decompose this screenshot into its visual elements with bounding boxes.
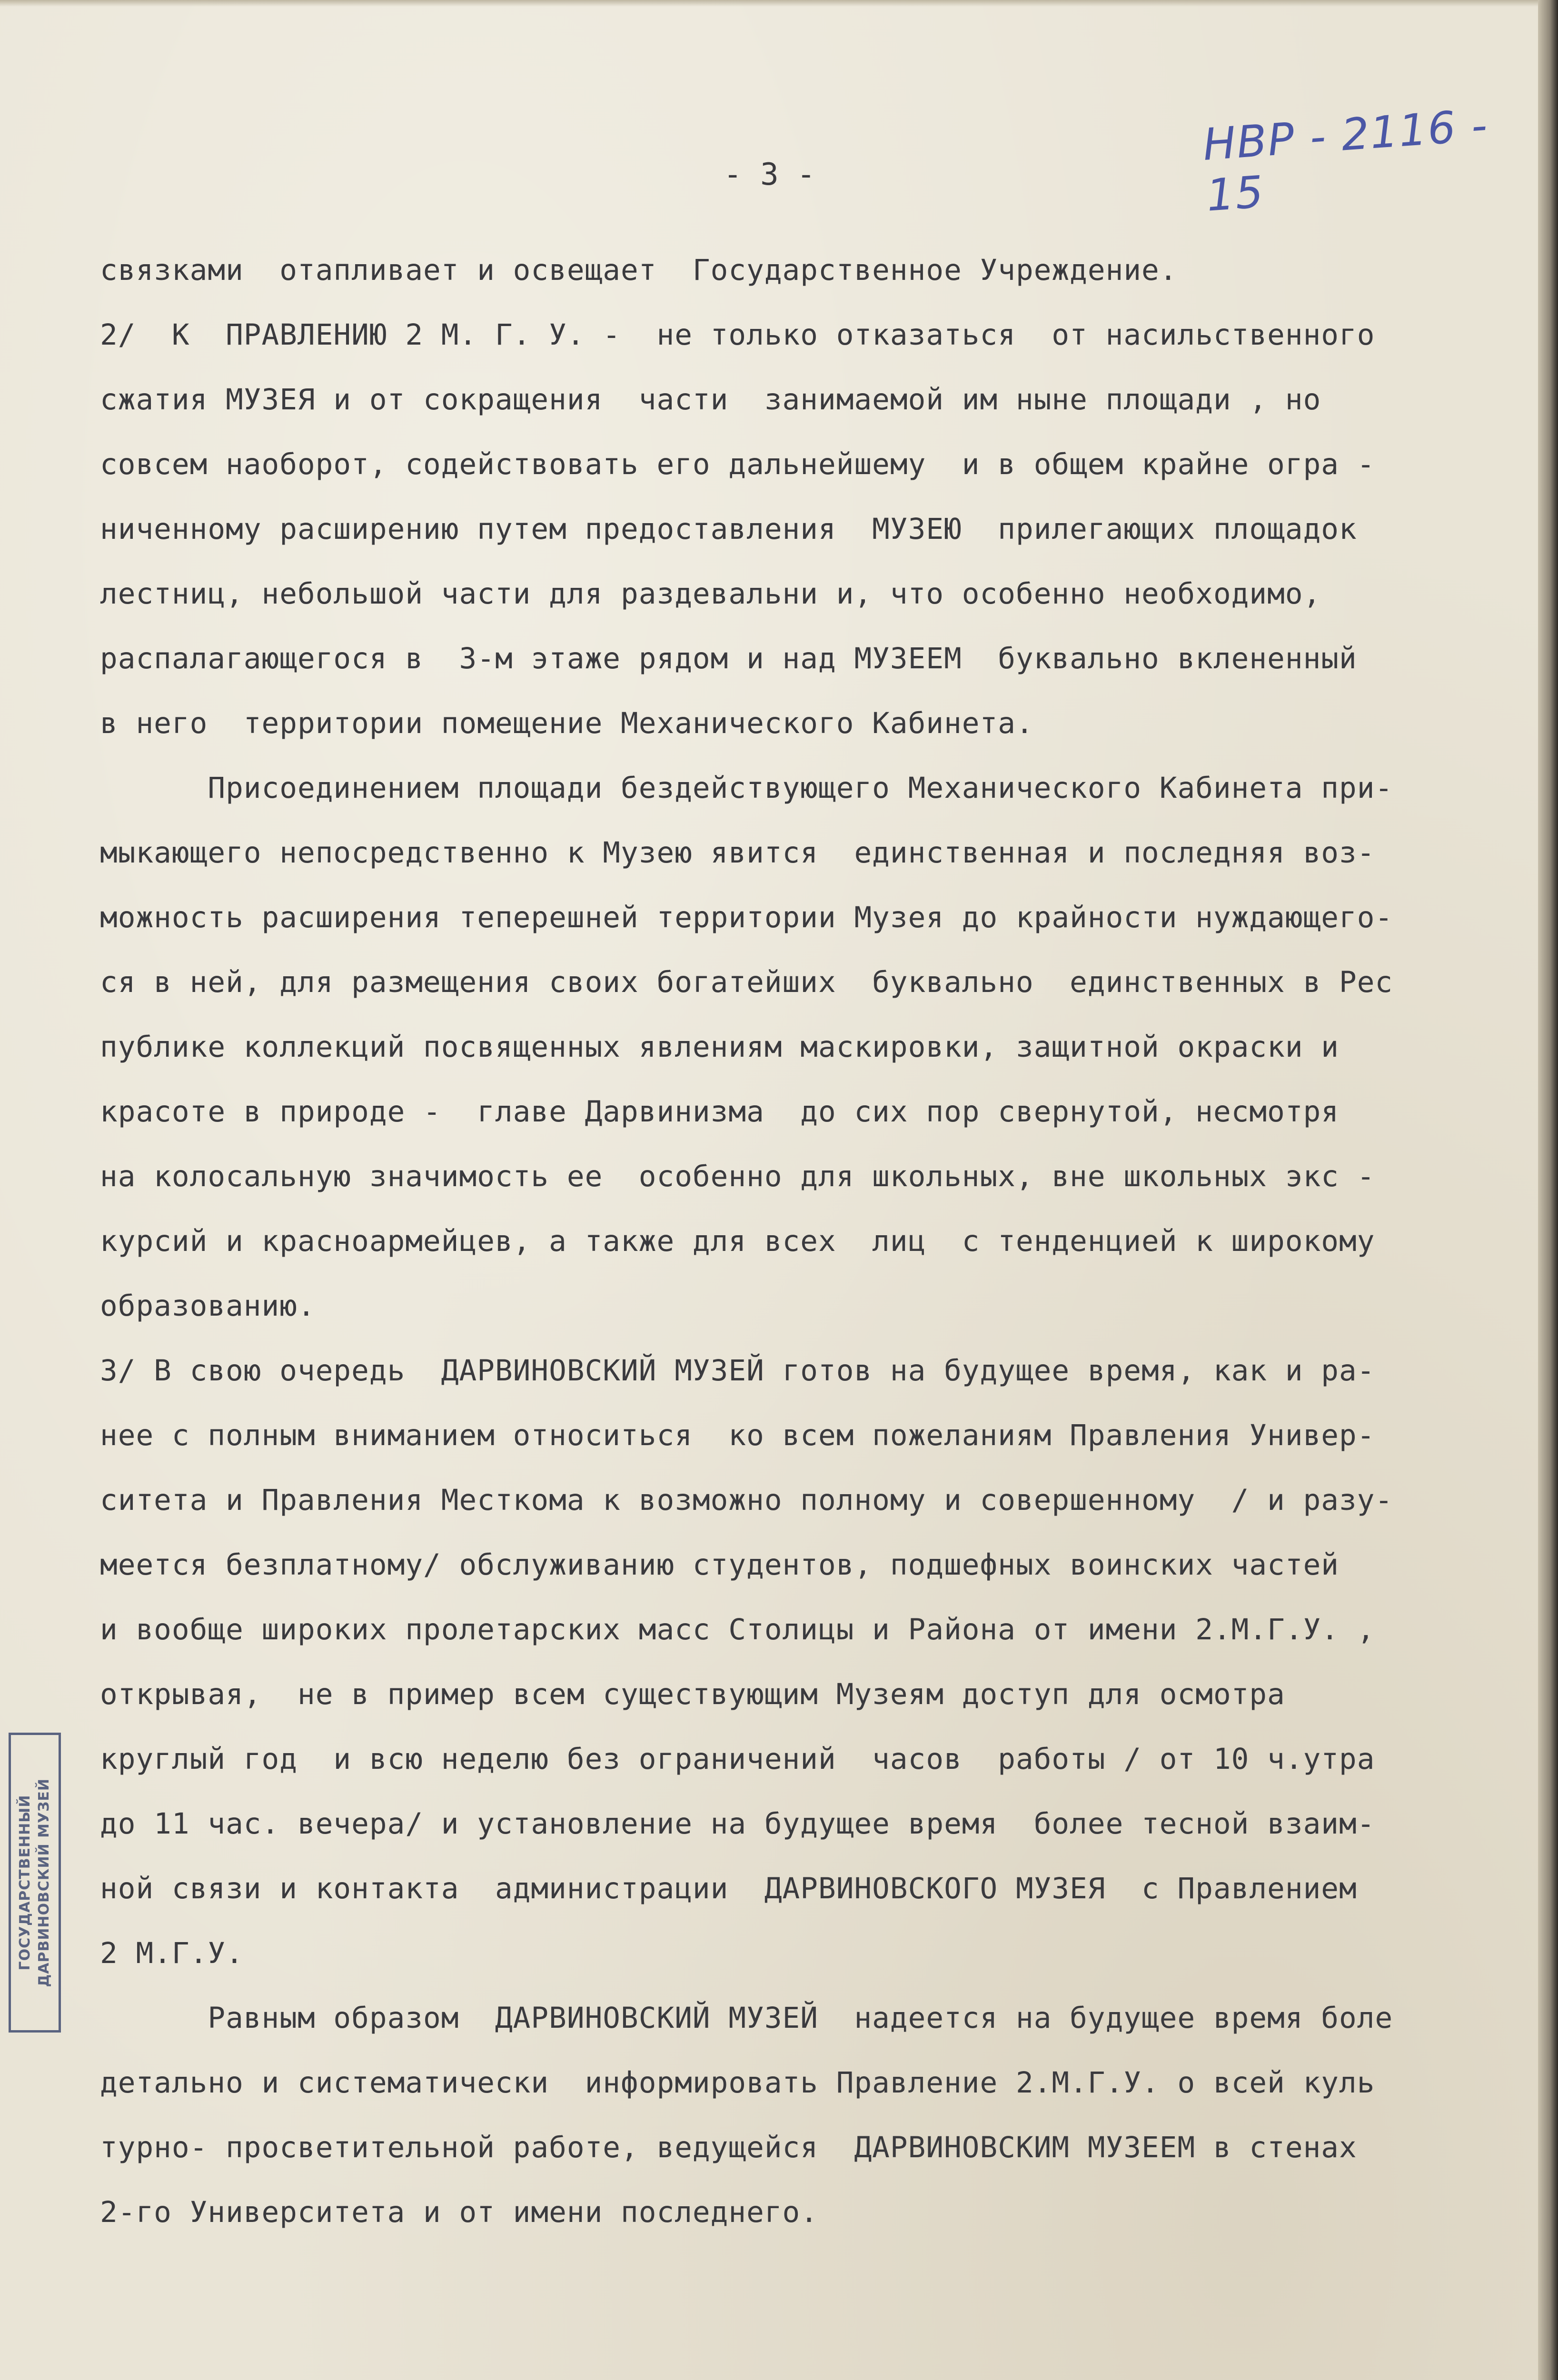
- text-line: красоте в природе - главе Дарвинизма до сих пор свернутой, несмотря: [100, 1095, 1340, 1129]
- text-line: на колосальную значимость ее особенно для школьных, вне школьных экс -: [100, 1160, 1375, 1193]
- stamp-text: [16, 1778, 54, 1987]
- text-line: Равным образом ДАРВИНОВСКИЙ МУЗЕЙ надеется на будущее время боле: [100, 2001, 1393, 2035]
- text-line: можность расширения теперешней территории Музея до крайности нуждающего-: [100, 901, 1393, 934]
- text-line: нее с полным вниманием относиться ко всем пожеланиям Правления Универ-: [100, 1418, 1375, 1452]
- archive-code-handwritten: НВР - 2116 - 15: [1201, 99, 1490, 221]
- text-line: открывая, не в пример всем существующим Музеям доступ для осмотра: [100, 1677, 1285, 1711]
- museum-stamp: [9, 1733, 61, 2033]
- stamp-line-1: ГОСУДАРСТВЕННЫЙ: [17, 1795, 33, 1971]
- typewritten-body: [100, 238, 1442, 2245]
- text-line: до 11 час. вечера/ и установление на будущее время более тесной взаим-: [100, 1807, 1375, 1841]
- text-line: связками отапливает и освещает Государственное Учреждение.: [100, 253, 1178, 287]
- text-line: меется безплатному/ обслуживанию студентов, подшефных воинских частей: [100, 1548, 1340, 1582]
- text-line: в него территории помещение Механического Кабинета.: [100, 706, 1034, 740]
- text-line: 2/ К ПРАВЛЕНИЮ 2 М. Г. У. - не только отказаться от насильственного: [100, 318, 1375, 352]
- text-line: Присоединением площади бездействующего Механического Кабинета при-: [100, 771, 1393, 805]
- text-line: публике коллекций посвященных явлениям маскировки, защитной окраски и: [100, 1030, 1340, 1064]
- page-number: - 3 -: [724, 157, 815, 192]
- stamp-line-2: ДАРВИНОВСКИЙ МУЗЕЙ: [36, 1778, 52, 1987]
- text-line: курсий и красноармейцев, а также для всех лиц с тенденцией к широкому: [100, 1224, 1375, 1258]
- text-line: круглый год и всю неделю без ограничений часов работы / от 10 ч.утра: [100, 1742, 1375, 1776]
- text-line: 2-го Университета и от имени последнего.: [100, 2195, 819, 2229]
- text-line: 3/ В свою очередь ДАРВИНОВСКИЙ МУЗЕЙ готов на будущее время, как и ра-: [100, 1354, 1375, 1388]
- text-line: сжатия МУЗЕЯ и от сокращения части занимаемой им ныне площади , но: [100, 383, 1321, 416]
- text-line: образованию.: [100, 1289, 316, 1323]
- text-line: ситета и Правления Месткома к возможно полному и совершенному / и разу-: [100, 1483, 1393, 1517]
- text-line: ся в ней, для размещения своих богатейших буквально единственных в Рес: [100, 965, 1393, 999]
- text-line: ниченному расширению путем предоставления МУЗЕЮ прилегающих площадок: [100, 512, 1357, 546]
- text-line: совсем наоборот, содействовать его дальнейшему и в общем крайне огра -: [100, 447, 1375, 481]
- text-line: 2 М.Г.У.: [100, 1936, 244, 1970]
- text-line: ной связи и контакта администрации ДАРВИНОВСКОГО МУЗЕЯ с Правлением: [100, 1872, 1357, 1905]
- text-line: детально и систематически информировать Правление 2.М.Г.У. о всей куль: [100, 2066, 1375, 2100]
- text-line: распалагающегося в 3-м этаже рядом и над МУЗЕЕМ буквально вклененный: [100, 642, 1357, 675]
- paper-top-edge: [0, 0, 1558, 7]
- text-line: и вообще широких пролетарских масс Столицы и Района от имени 2.М.Г.У. ,: [100, 1613, 1375, 1646]
- text-line: турно- просветительной работе, ведущейся ДАРВИНОВСКИМ МУЗЕЕМ в стенах: [100, 2131, 1357, 2164]
- paper-right-edge: [1538, 0, 1558, 2380]
- text-line: лестниц, небольшой части для раздевальни и, что особенно необходимо,: [100, 577, 1321, 611]
- text-line: мыкающего непосредственно к Музею явится единственная и последняя воз-: [100, 836, 1375, 870]
